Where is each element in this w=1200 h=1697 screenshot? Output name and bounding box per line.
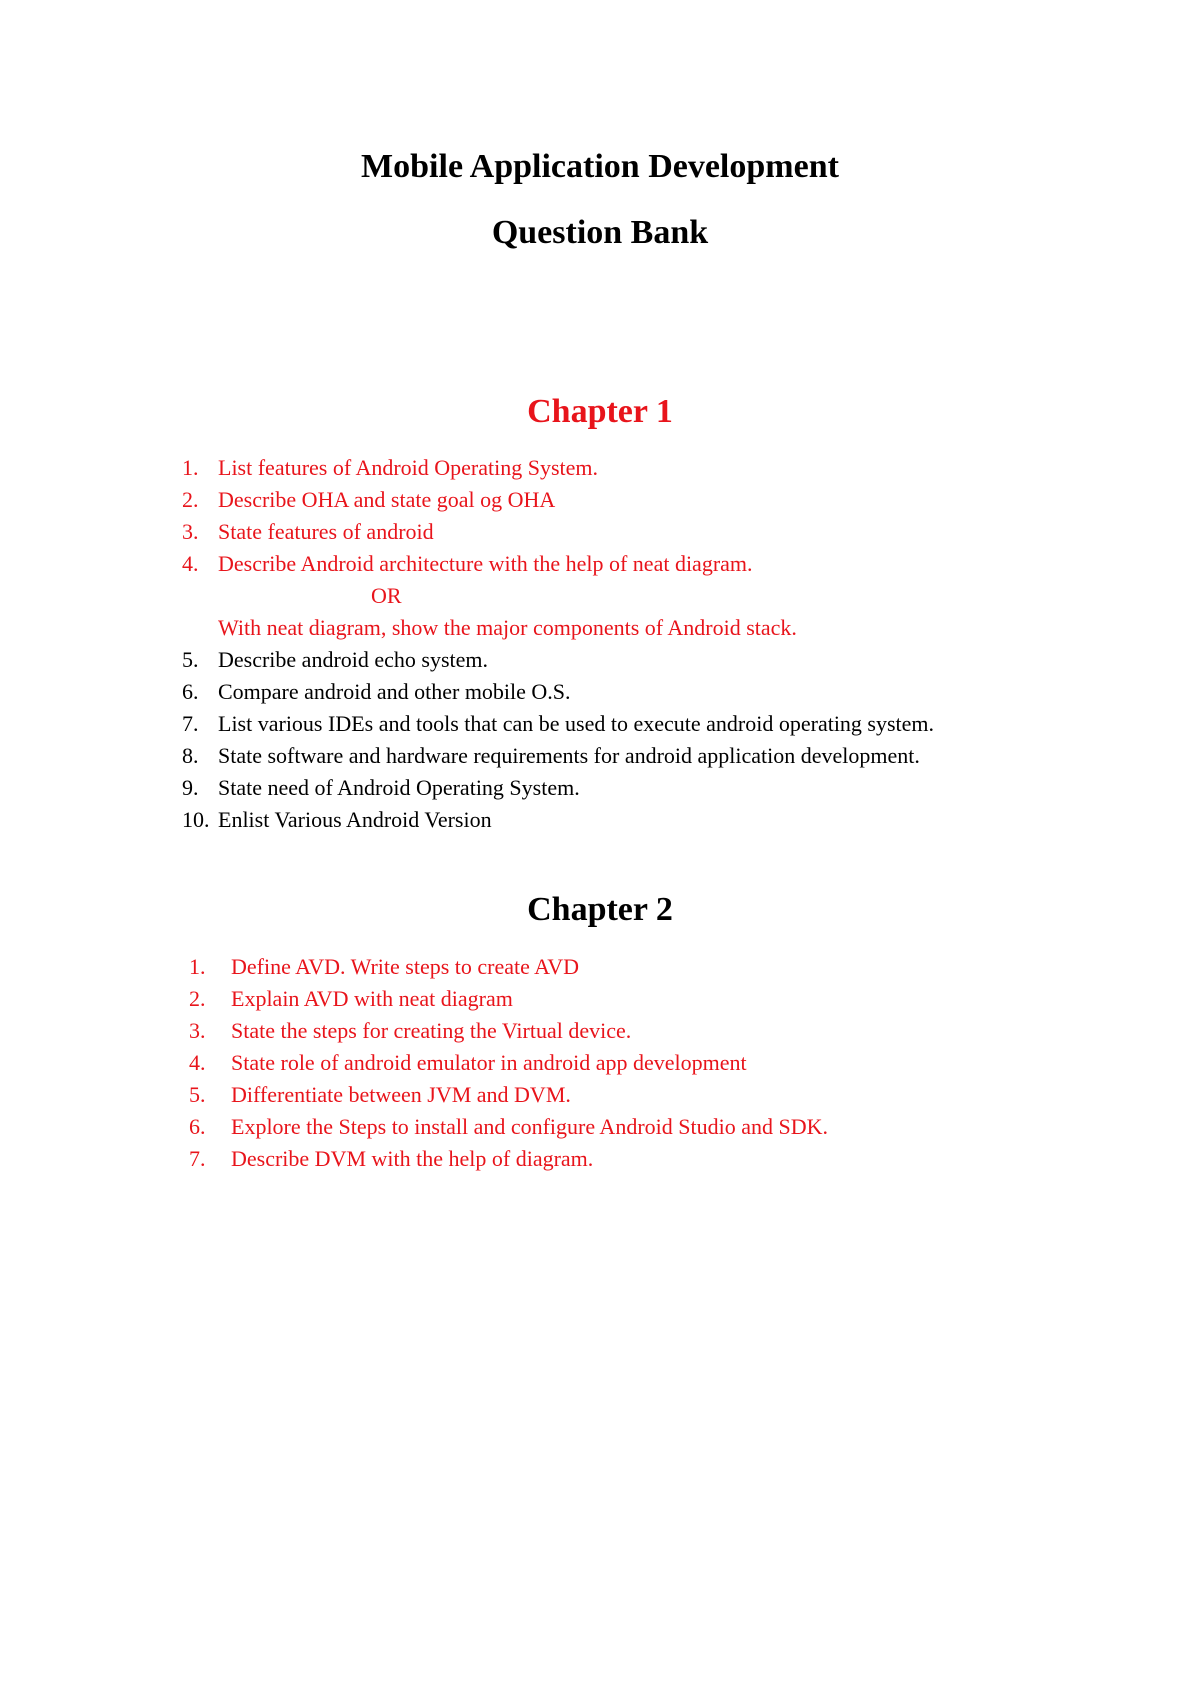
list-item (0, 1079, 1200, 1111)
list-item (0, 740, 1200, 772)
question-text: Describe DVM with the help of diagram. (231, 1146, 594, 1171)
list-item (0, 804, 1200, 836)
question-text: Define AVD. Write steps to create AVD (231, 954, 579, 979)
list-item (0, 612, 1200, 644)
question-number: 5. (182, 647, 199, 672)
list-item (0, 708, 1200, 740)
question-number: 2. (189, 986, 206, 1011)
chapter2-heading: Chapter 2 (527, 891, 673, 928)
question-text: Explore the Steps to install and configure Android Studio and SDK. (231, 1114, 828, 1139)
question-number: 1. (182, 455, 199, 480)
question-text: State role of android emulator in android app development (231, 1050, 747, 1075)
page-subtitle: Question Bank (491, 214, 709, 251)
list-item (0, 644, 1200, 676)
question-text: Enlist Various Android Version (218, 807, 492, 832)
page-title: Mobile Application Development (361, 148, 839, 185)
list-item (0, 951, 1200, 983)
question-text: Differentiate between JVM and DVM. (231, 1082, 571, 1107)
question-text: State features of android (218, 519, 434, 544)
question-text: State software and hardware requirements for android application development. (218, 743, 920, 768)
question-text: State need of Android Operating System. (218, 775, 580, 800)
list-item-or (0, 580, 1200, 612)
list-item (0, 516, 1200, 548)
list-item (0, 452, 1200, 484)
list-item (0, 1143, 1200, 1175)
question-number: 10. (182, 807, 210, 832)
question-number: 3. (182, 519, 199, 544)
list-item (0, 484, 1200, 516)
question-number: 1. (189, 954, 206, 979)
question-number: 5. (189, 1082, 206, 1107)
question-number: 4. (189, 1050, 206, 1075)
question-text: List features of Android Operating System. (218, 455, 599, 480)
question-text: State the steps for creating the Virtual device. (231, 1018, 632, 1043)
chapter2-question-list (0, 951, 1200, 1175)
question-number: 2. (182, 487, 199, 512)
list-item (0, 676, 1200, 708)
chapter1-heading: Chapter 1 (527, 393, 673, 430)
question-text: Describe OHA and state goal og OHA (218, 487, 556, 512)
question-text: Describe android echo system. (218, 647, 489, 672)
question-text: With neat diagram, show the major components of Android stack. (218, 615, 797, 640)
question-text: Compare android and other mobile O.S. (218, 679, 571, 704)
list-item (0, 1047, 1200, 1079)
question-number: 3. (189, 1018, 206, 1043)
question-number: 7. (189, 1146, 206, 1171)
question-number: 9. (182, 775, 199, 800)
list-item (0, 772, 1200, 804)
question-text: Describe Android architecture with the help of neat diagram. (218, 551, 753, 576)
chapter1-question-list (0, 452, 1200, 836)
question-number: 8. (182, 743, 199, 768)
question-number: 6. (189, 1114, 206, 1139)
question-number: 7. (182, 711, 199, 736)
list-item (0, 1111, 1200, 1143)
question-text: List various IDEs and tools that can be used to execute android operating system. (218, 711, 935, 736)
list-item (0, 983, 1200, 1015)
question-number: 6. (182, 679, 199, 704)
question-text: Explain AVD with neat diagram (231, 986, 513, 1011)
or-separator: OR (371, 583, 402, 608)
question-number: 4. (182, 551, 199, 576)
list-item (0, 1015, 1200, 1047)
list-item (0, 548, 1200, 580)
